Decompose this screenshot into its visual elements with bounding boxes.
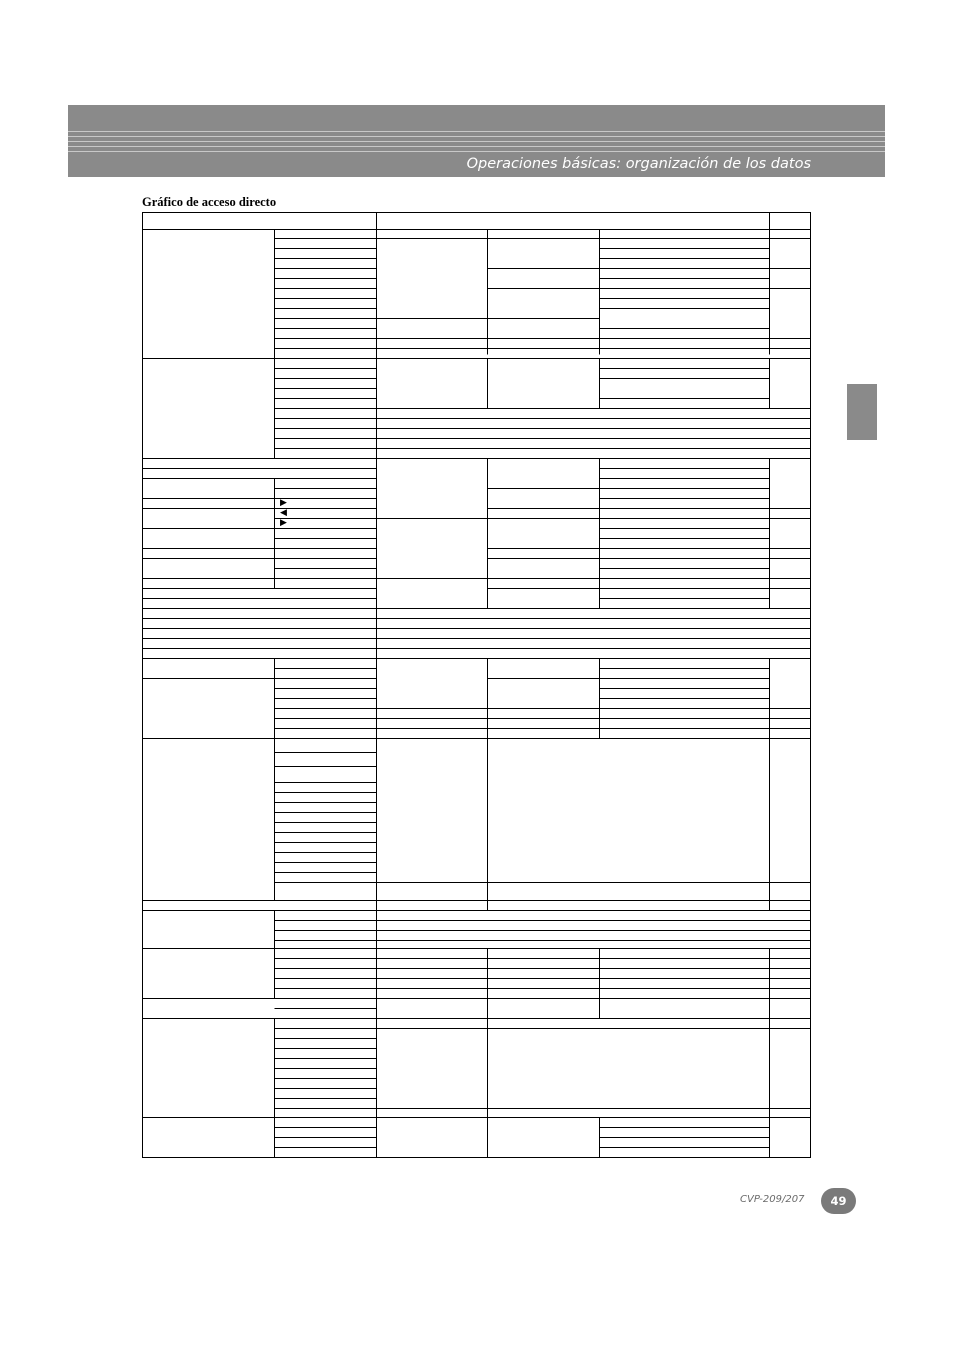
page-number-badge: 49 <box>821 1188 856 1214</box>
table-border <box>143 213 811 1158</box>
arrow-left-icon: ◀ <box>280 507 287 517</box>
arrow-right-icon: ▶ <box>280 497 287 507</box>
footer-model: CVP-209/207 <box>740 1194 805 1205</box>
section-title: Gráfico de acceso directo <box>142 195 277 209</box>
arrow-right-icon: ▶ <box>280 517 287 527</box>
header-title: Operaciones básicas: organización de los datos <box>466 156 811 172</box>
